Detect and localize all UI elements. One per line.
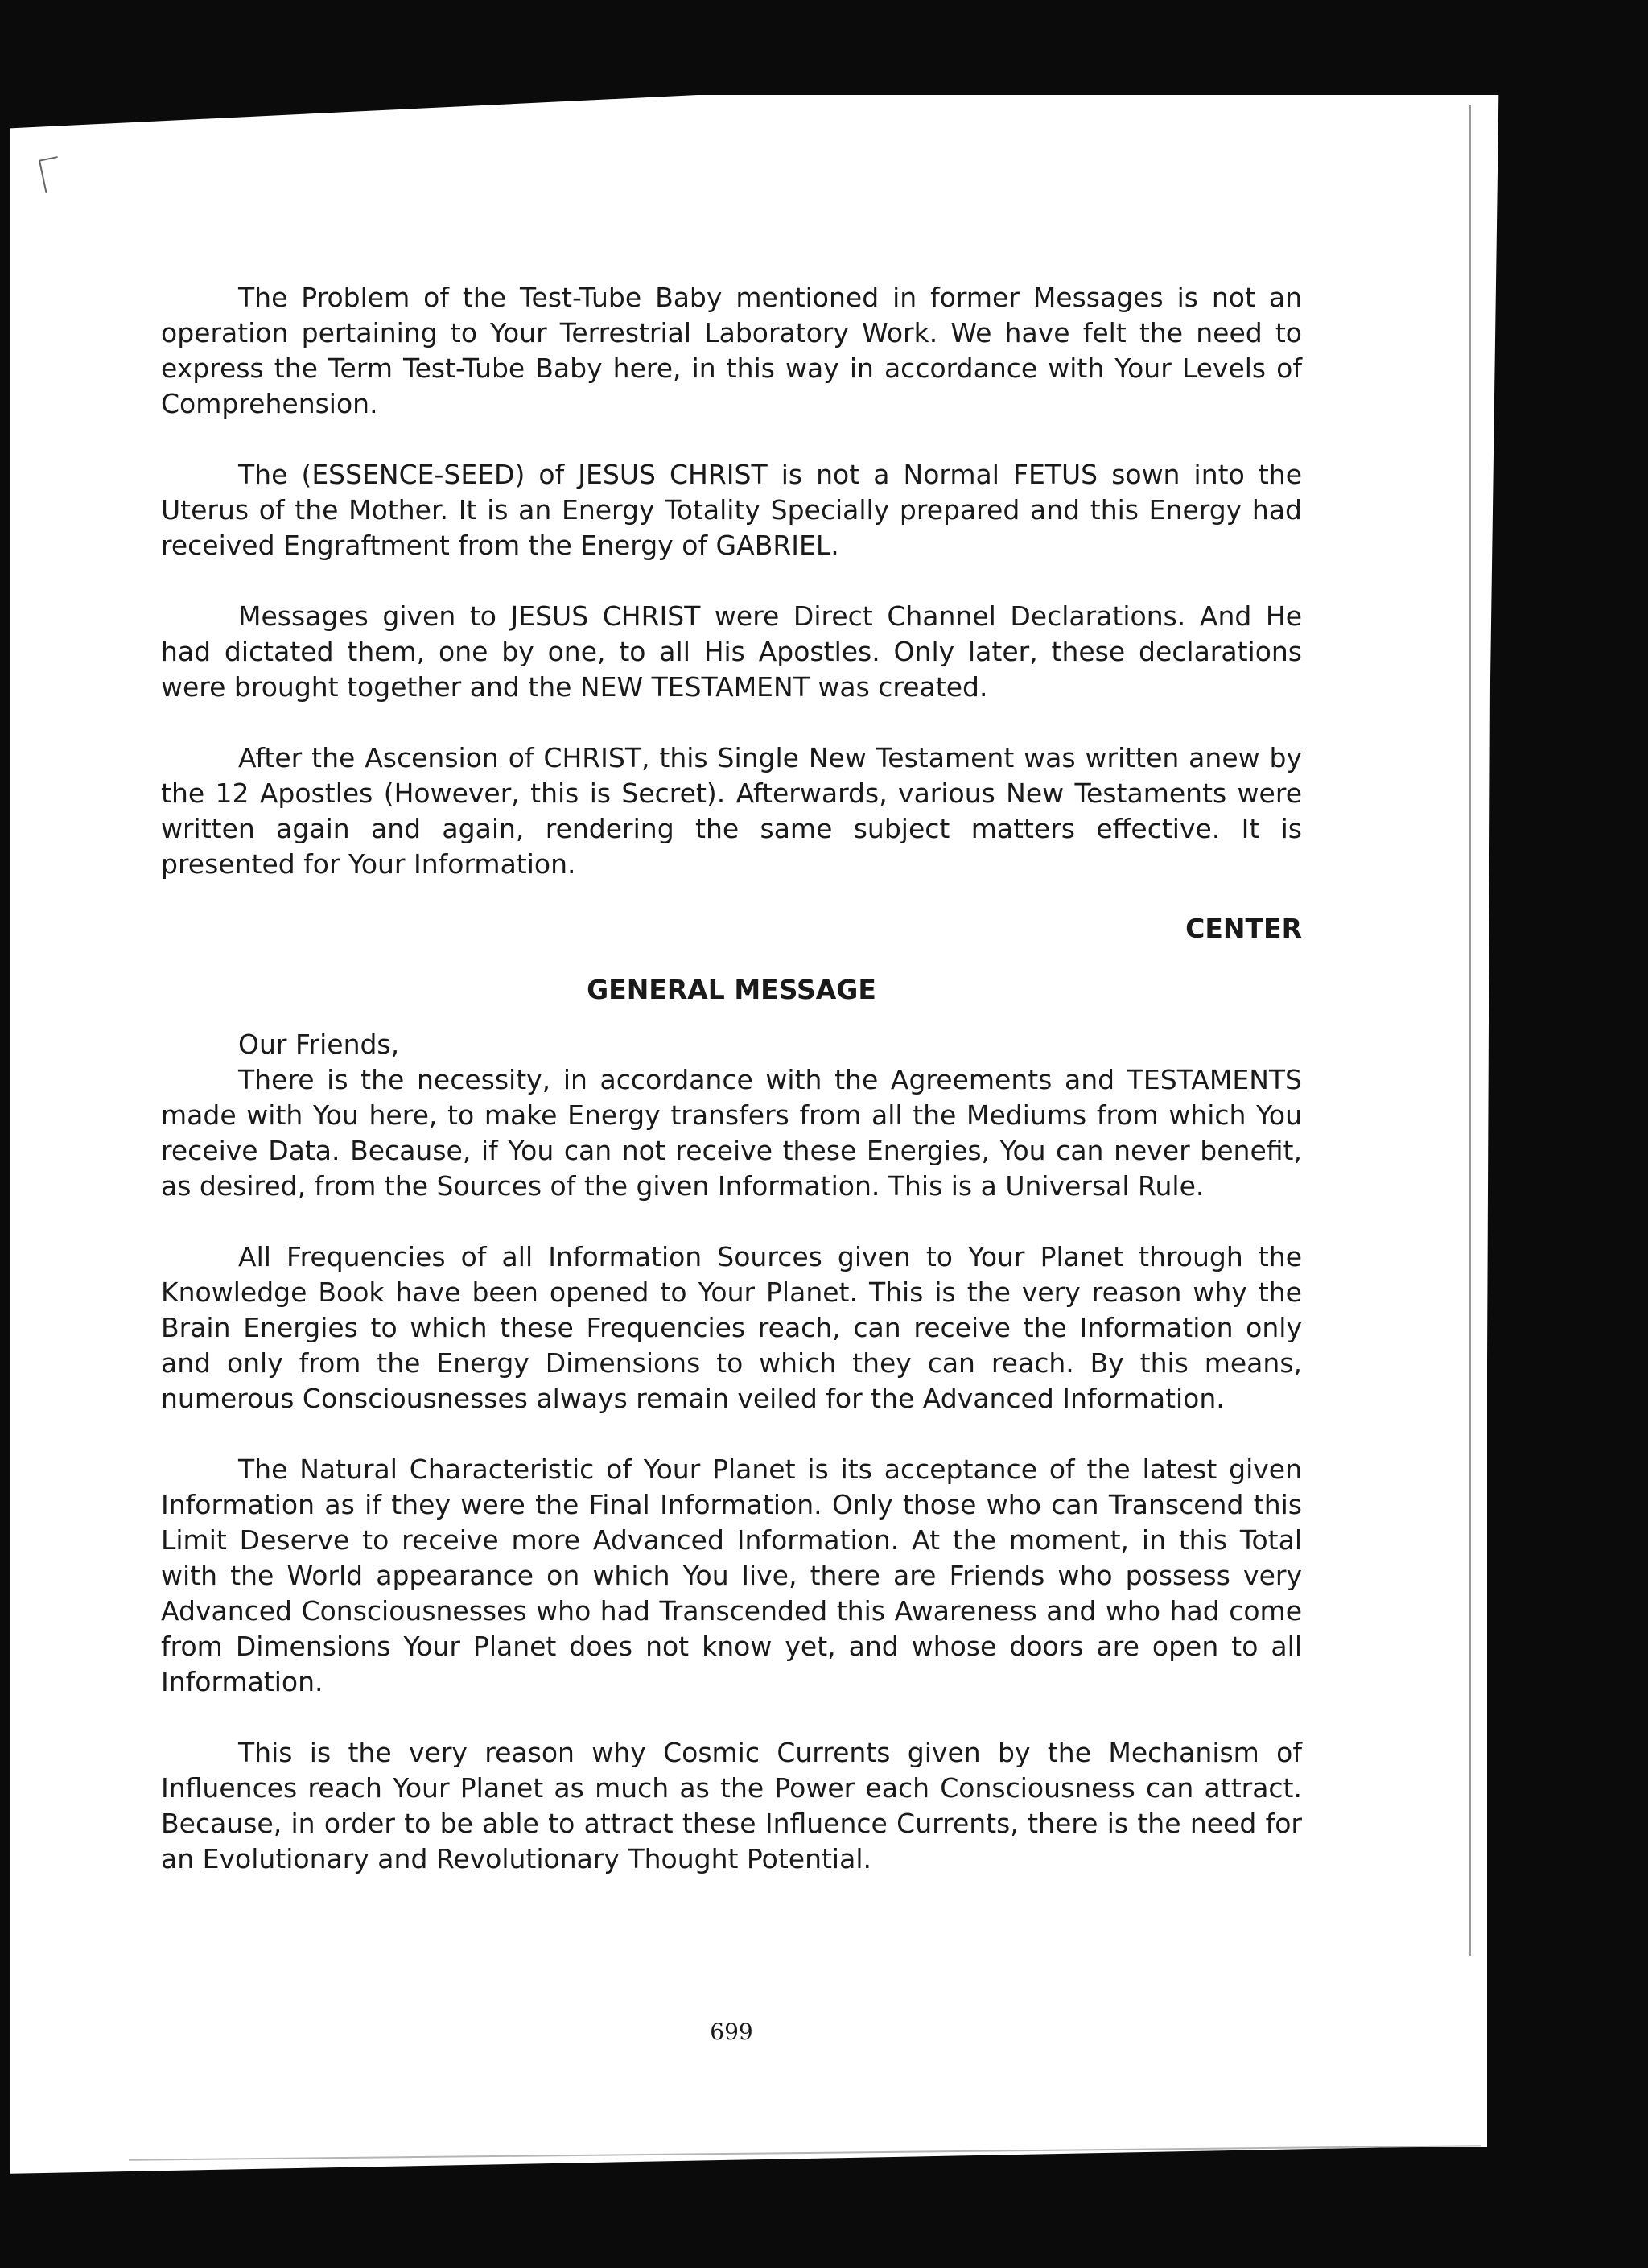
paragraph-energy-transfers: There is the necessity, in accordance with the Agreements and TESTAMENTS made with You here, to make Energy transfers from all the Mediums from which You receive Data. Because, if You can not receive these Energies, You can never benefit, as desired, from the Sources of the given Information. This is a Universal Rule. bbox=[161, 1064, 1302, 1202]
paragraph-ascension: After the Ascension of CHRIST, this Single New Testament was written anew by the 12 Apostles (However, this is Secret). Afterwards, various New Testaments were written again and again, rendering the same subject matters effective. It is presented for Your Information. bbox=[161, 742, 1302, 880]
paragraph-cosmic-currents: This is the very reason why Cosmic Currents given by the Mechanism of Influences reach Your Planet as much as the Power each Consciousness can attract. Because, in order to be able to attract these Influence Currents, there is the need for an Evolutionary and Revolutionary Thought Potential. bbox=[161, 1737, 1302, 1874]
paragraph-essence-seed: The (ESSENCE-SEED) of JESUS CHRIST is not a Normal FETUS sown into the Uterus of the Mother. It is an Energy Totality Specially prepared and this Energy had received Engraftment from the Energy of GABRIEL. bbox=[161, 459, 1302, 561]
scan-border-bottom bbox=[0, 2147, 1648, 2268]
paragraph-natural-characteristic: The Natural Characteristic of Your Planet is its acceptance of the latest given Information as if they were the Final Information. Only those who can Transcend this Limit Deserve to receive more Advanced Information. At the moment, in this Total with the World appearance on which You live, there are Friends who possess very Advanced Consciousnesses who had Transcended this Awareness and who had come from Dimensions Your Planet does not know yet, and whose doors are open to all Information. bbox=[161, 1454, 1302, 1697]
page-body bbox=[161, 280, 1302, 1877]
crop-corner-mark bbox=[39, 156, 64, 193]
paragraph-frequencies: All Frequencies of all Information Sources given to Your Planet through the Knowledge Book have been opened to Your Planet. This is the very reason why the Brain Energies to which these Frequencies reach, can receive the Information only and only from the Energy Dimensions to which they can reach. By this means, numerous Consciousnesses always remain veiled for the Advanced Information. bbox=[161, 1241, 1302, 1414]
section-heading: GENERAL MESSAGE bbox=[587, 974, 876, 1005]
paragraph-direct-channel: Messages given to JESUS CHRIST were Direct Channel Declarations. And He had dictated them, one by one, to all His Apostles. Only later, these declarations were brought together and the NEW TESTAMENT was created. bbox=[161, 600, 1302, 703]
page-number: 699 bbox=[710, 2019, 753, 2045]
signature-center: CENTER bbox=[1185, 913, 1302, 944]
salutation: Our Friends, bbox=[238, 1029, 400, 1060]
page-edge-line bbox=[1469, 105, 1471, 1956]
paragraph-test-tube-baby: The Problem of the Test-Tube Baby mentioned in former Messages is not an operation pertaining to Your Terrestrial Laboratory Work. We have felt the need to express the Term Test-Tube Baby here, in this way in accordance with Your Levels of Comprehension. bbox=[161, 282, 1302, 419]
scan-border-right bbox=[1487, 0, 1648, 2268]
scan-border-left bbox=[0, 0, 10, 2268]
